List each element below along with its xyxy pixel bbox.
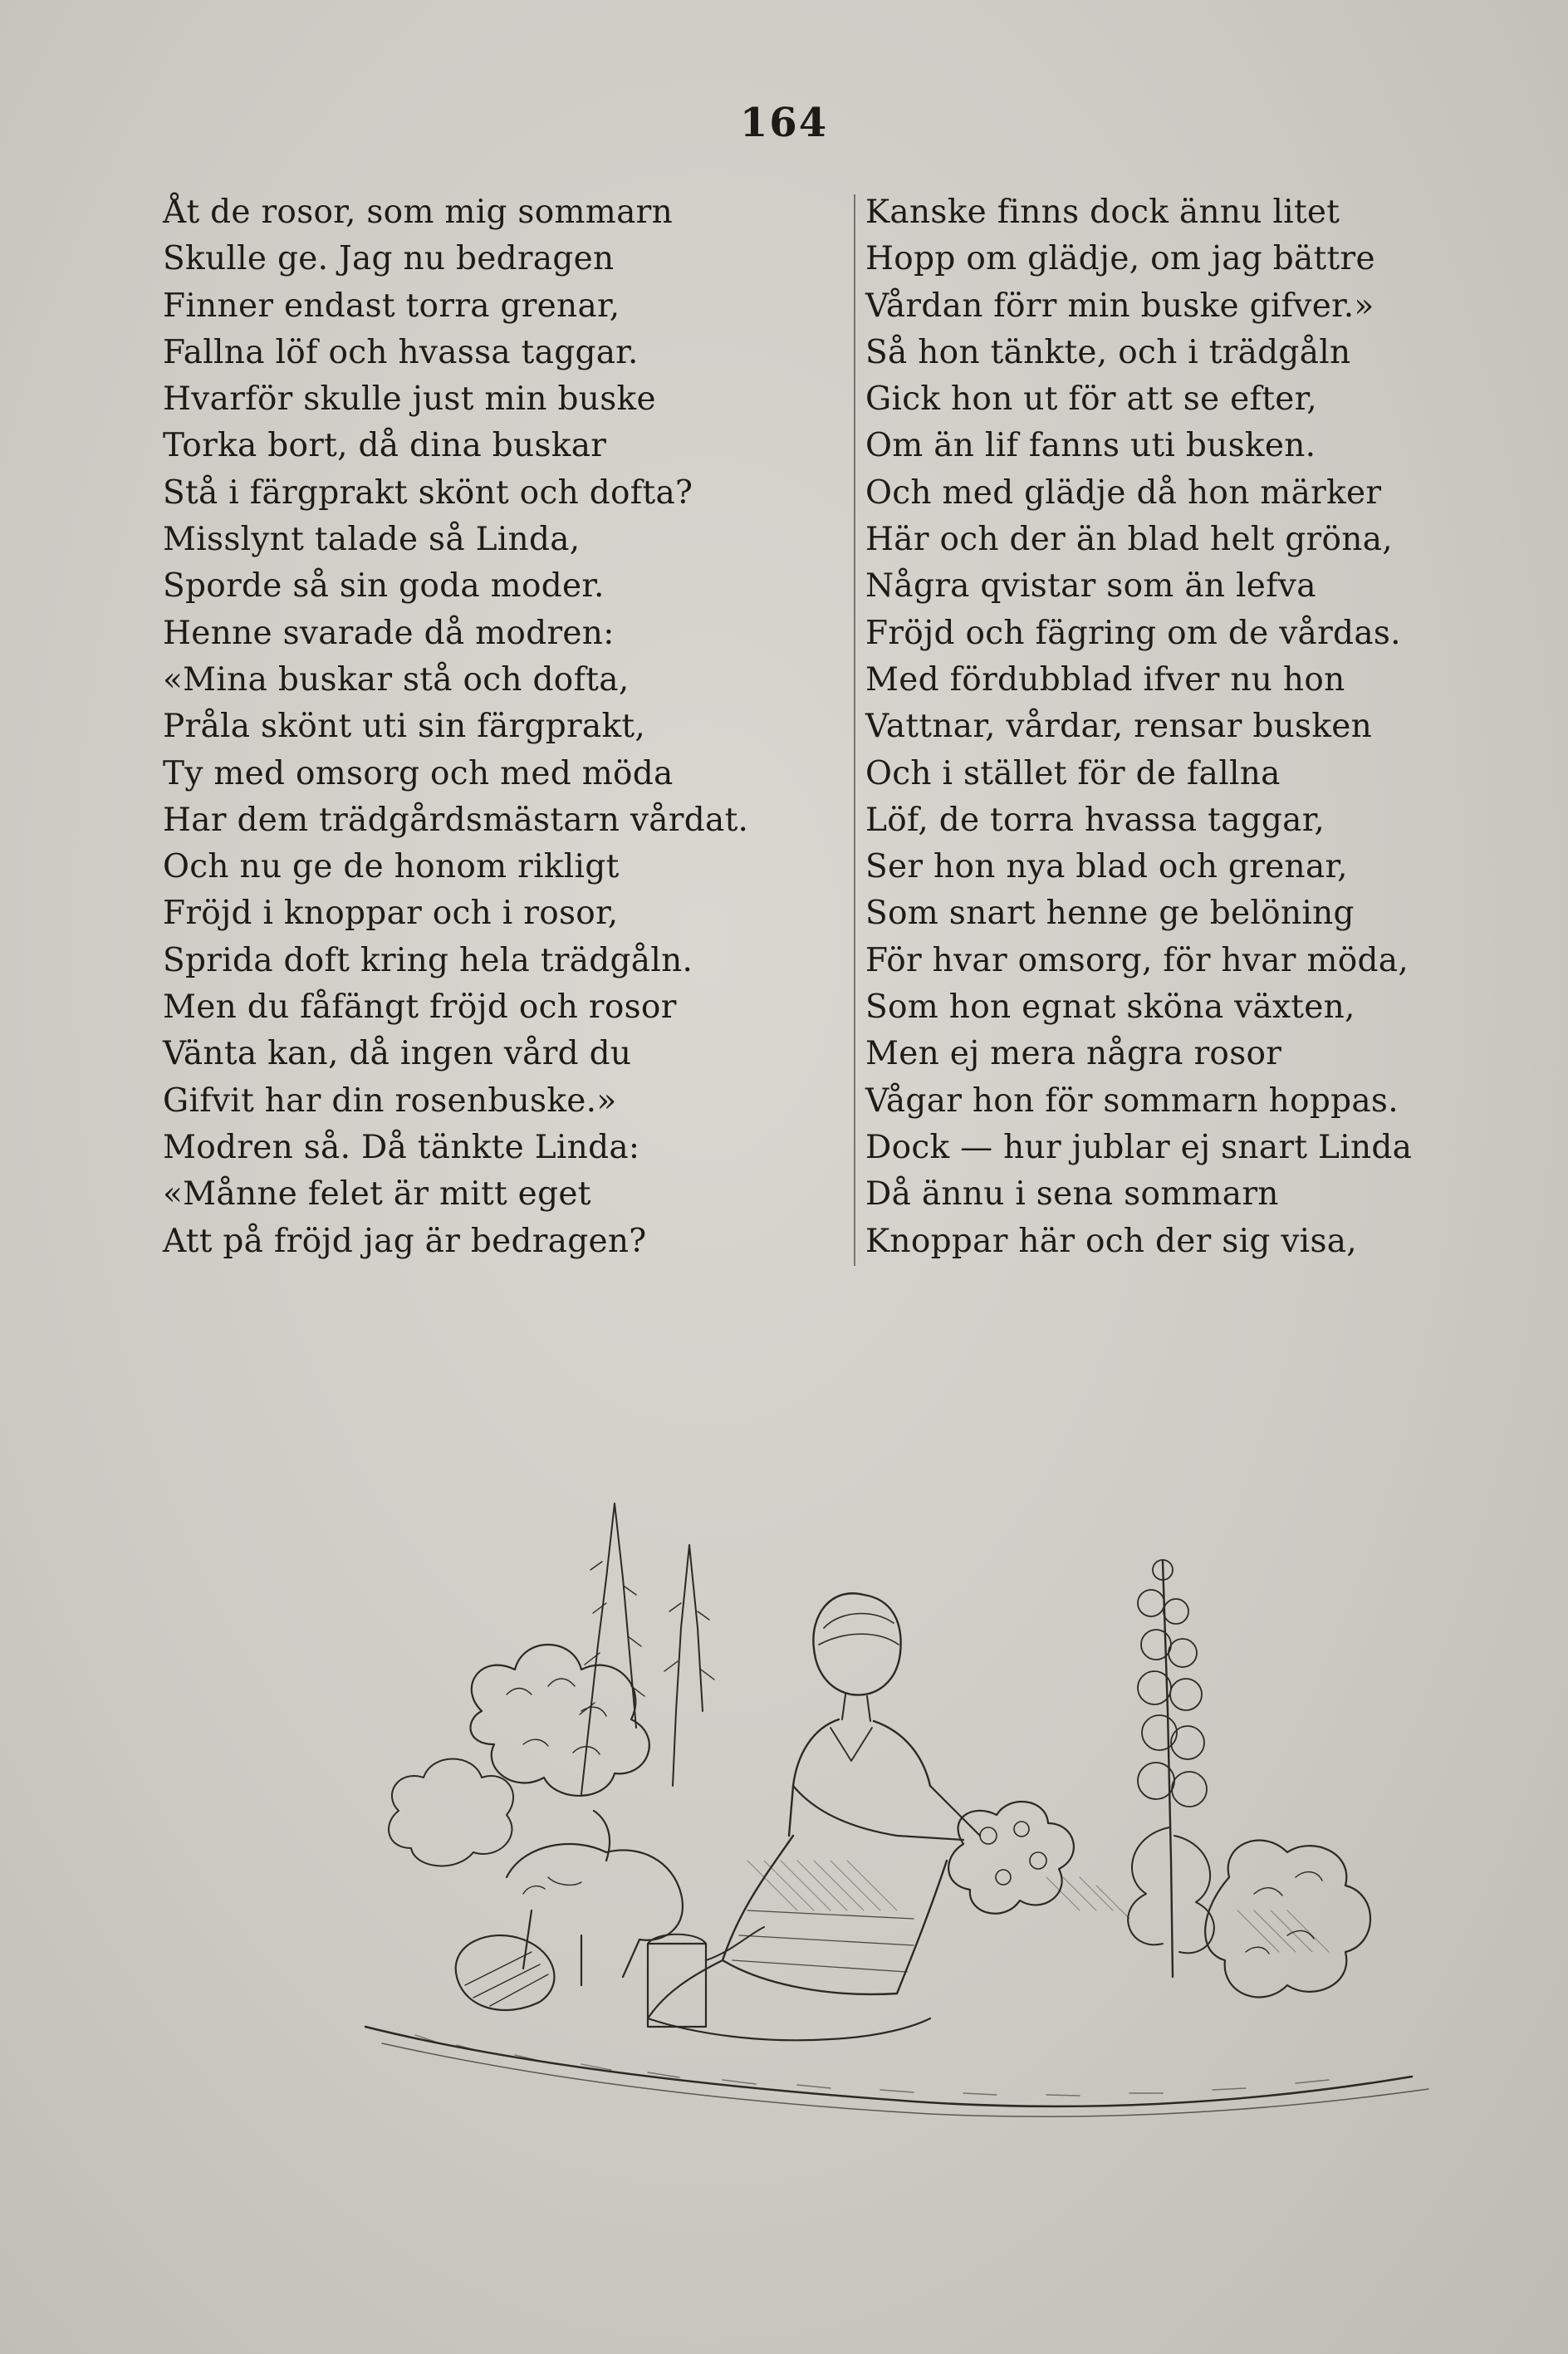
poem-line: Och i stället för de fallna <box>865 754 1281 792</box>
poem-line: Fallna löf och hvassa taggar. <box>163 333 639 371</box>
poem-line: Och med glädje då hon märker <box>865 473 1382 512</box>
poem-line: Och nu ge de honom rikligt <box>163 848 620 886</box>
poem-line: Knoppar här och der sig visa, <box>865 1222 1358 1260</box>
poem-line: Torka bort, då dina buskar <box>163 427 607 465</box>
poem-line: Hopp om glädje, om jag bättre <box>865 240 1375 278</box>
poem-line: Stå i färgprakt skönt och dofta? <box>163 473 693 512</box>
column-divider <box>854 194 855 1266</box>
poem-line: Misslynt talade så Linda, <box>163 521 581 559</box>
poem-line: Fröjd och fägring om de vårdas. <box>865 614 1401 652</box>
poem-line: «Mina buskar stå och dofta, <box>163 660 630 699</box>
poem-line: «Månne felet är mitt eget <box>163 1175 591 1214</box>
poem-line: Men ej mera några rosor <box>865 1035 1282 1073</box>
poem-left-column <box>163 189 827 1265</box>
poem-line: Ser hon nya blad och grenar, <box>865 848 1348 886</box>
poem-line: Vågar hon för sommarn hoppas. <box>865 1081 1399 1120</box>
poem-line: Ty med omsorg och med möda <box>163 754 674 792</box>
poem-line: Fröjd i knoppar och i rosor, <box>163 895 619 933</box>
poem-line: Pråla skönt uti sin färgprakt, <box>163 708 646 746</box>
poem-line: Om än lif fanns uti busken. <box>865 427 1316 465</box>
poem-line: Men du fåfängt fröjd och rosor <box>163 988 677 1027</box>
poem-line: Dock — hur jublar ej snart Linda <box>865 1128 1413 1166</box>
poem-line: Åt de rosor, som mig sommarn <box>163 194 674 231</box>
poem-line: Gifvit har din rosenbuske.» <box>163 1081 617 1120</box>
poem-line: Kanske finns dock ännu litet <box>865 194 1340 231</box>
poem-line: Hvarför skulle just min buske <box>163 380 656 419</box>
poem-line: Löf, de torra hvassa taggar, <box>865 801 1325 839</box>
poem-line: Som hon egnat sköna växten, <box>865 988 1355 1027</box>
poem-line: Vänta kan, då ingen vård du <box>163 1035 632 1073</box>
girl-tending-rosebush-engraving <box>332 1445 1478 2176</box>
poem-line: Så hon tänkte, och i trädgåln <box>865 333 1351 371</box>
poem-line: Finner endast torra grenar, <box>163 287 620 325</box>
poem-line: Då ännu i sena sommarn <box>865 1175 1279 1214</box>
poem-line: Här och der än blad helt gröna, <box>865 521 1393 559</box>
poem-line: För hvar omsorg, för hvar möda, <box>865 941 1409 979</box>
poem-line: Gick hon ut för att se efter, <box>865 380 1317 419</box>
poem-line: Skulle ge. Jag nu bedragen <box>163 240 615 278</box>
poem-line: Med fördubblad ifver nu hon <box>865 660 1345 699</box>
poem-line: Har dem trädgårdsmästarn vårdat. <box>163 801 749 839</box>
poem-line: Som snart henne ge belöning <box>865 895 1355 933</box>
poem-line: Modren så. Då tänkte Linda: <box>163 1128 640 1166</box>
poem-line: Att på fröjd jag är bedragen? <box>163 1222 647 1260</box>
poem-line: Vattnar, vårdar, rensar busken <box>865 708 1373 746</box>
poem-line: Vårdan förr min buske gifver.» <box>865 287 1374 325</box>
poem-right-column <box>865 189 1513 1265</box>
poem-line: Henne svarade då modren: <box>163 614 615 652</box>
poem-line: Några qvistar som än lefva <box>865 567 1316 606</box>
poem-line: Sporde så sin goda moder. <box>163 567 605 606</box>
poem-line: Sprida doft kring hela trädgåln. <box>163 941 693 979</box>
page-number: 164 <box>739 100 829 146</box>
